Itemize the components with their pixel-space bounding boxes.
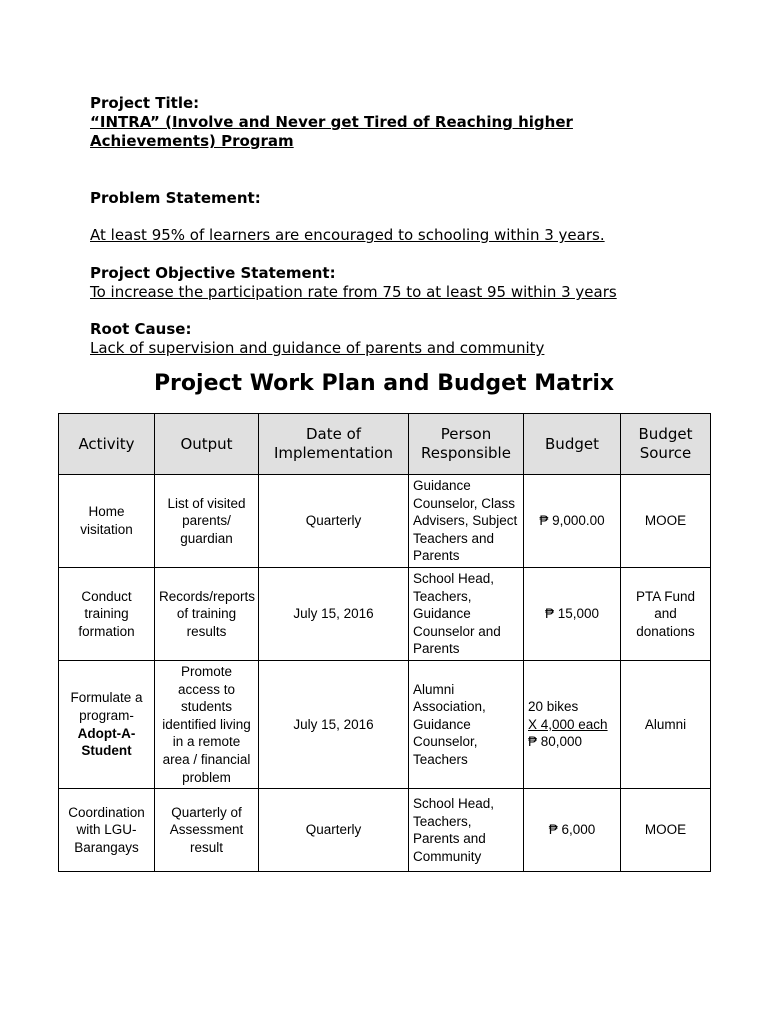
budget-total: ₱ 80,000 (528, 734, 583, 750)
cell-date: Quarterly (259, 789, 409, 872)
project-title-line-1: “INTRA” (Involve and Never get Tired of Reaching higher (90, 113, 573, 131)
root-cause-text: Lack of supervision and guidance of parents and community (90, 339, 545, 357)
cell-source: Alumni (621, 660, 711, 788)
cell-output: Records/reports of training results (155, 567, 259, 660)
cell-source: PTA Fund and donations (621, 567, 711, 660)
budget-unit-cost: X 4,000 each (528, 716, 608, 732)
cell-budget: ₱ 9,000.00 (524, 475, 621, 568)
cell-output: List of visited parents/ guardian (155, 475, 259, 568)
cell-output: Quarterly of Assessment result (155, 789, 259, 872)
table-row (59, 567, 711, 660)
cell-date: July 15, 2016 (259, 660, 409, 788)
project-title-line-2: Achievements) Program (90, 132, 294, 150)
table-row (59, 789, 711, 872)
cell-budget: ₱ 6,000 (524, 789, 621, 872)
activity-program-name: Adopt-A-Student (77, 725, 136, 759)
objective-label: Project Objective Statement: (90, 264, 336, 282)
cell-person: Guidance Counselor, Class Advisers, Subject Teachers and Parents (409, 475, 524, 568)
problem-statement-section (90, 189, 605, 245)
cell-activity: Coordination with LGU-Barangays (59, 789, 155, 872)
matrix-title: Project Work Plan and Budget Matrix (153, 371, 615, 396)
work-plan-table (58, 413, 711, 872)
problem-statement-text: At least 95% of learners are encouraged to schooling within 3 years. (90, 226, 605, 244)
cell-activity: Conduct training formation (59, 567, 155, 660)
cell-activity: Home visitation (59, 475, 155, 568)
header-budget: Budget (524, 414, 621, 475)
cell-output: Promote access to students identified living in a remote area / financial problem (155, 660, 259, 788)
project-title-label: Project Title: (90, 94, 200, 112)
root-cause-section (90, 320, 544, 358)
cell-person: School Head, Teachers, Guidance Counselor and Parents (409, 567, 524, 660)
cell-source: MOOE (621, 475, 711, 568)
header-activity: Activity (59, 414, 155, 475)
cell-budget (524, 660, 621, 788)
header-date: Date of Implementation (259, 414, 409, 475)
objective-text: To increase the participation rate from 75 to at least 95 within 3 years (90, 283, 617, 301)
cell-budget: ₱ 15,000 (524, 567, 621, 660)
problem-statement-label: Problem Statement: (90, 189, 261, 207)
header-budget-source: Budget Source (621, 414, 711, 475)
objective-section (90, 264, 617, 302)
cell-person: School Head, Teachers, Parents and Community (409, 789, 524, 872)
activity-text: Formulate a program- (70, 690, 143, 723)
table-row (59, 660, 711, 788)
header-output: Output (155, 414, 259, 475)
table-header-row (59, 414, 711, 475)
table-row (59, 475, 711, 568)
project-title-section (90, 94, 573, 151)
cell-person: Alumni Association, Guidance Counselor, Teachers (409, 660, 524, 788)
cell-source: MOOE (621, 789, 711, 872)
budget-quantity: 20 bikes (528, 699, 579, 715)
cell-activity (59, 660, 155, 788)
root-cause-label: Root Cause: (90, 320, 192, 338)
cell-date: July 15, 2016 (259, 567, 409, 660)
header-person: Person Responsible (409, 414, 524, 475)
cell-date: Quarterly (259, 475, 409, 568)
